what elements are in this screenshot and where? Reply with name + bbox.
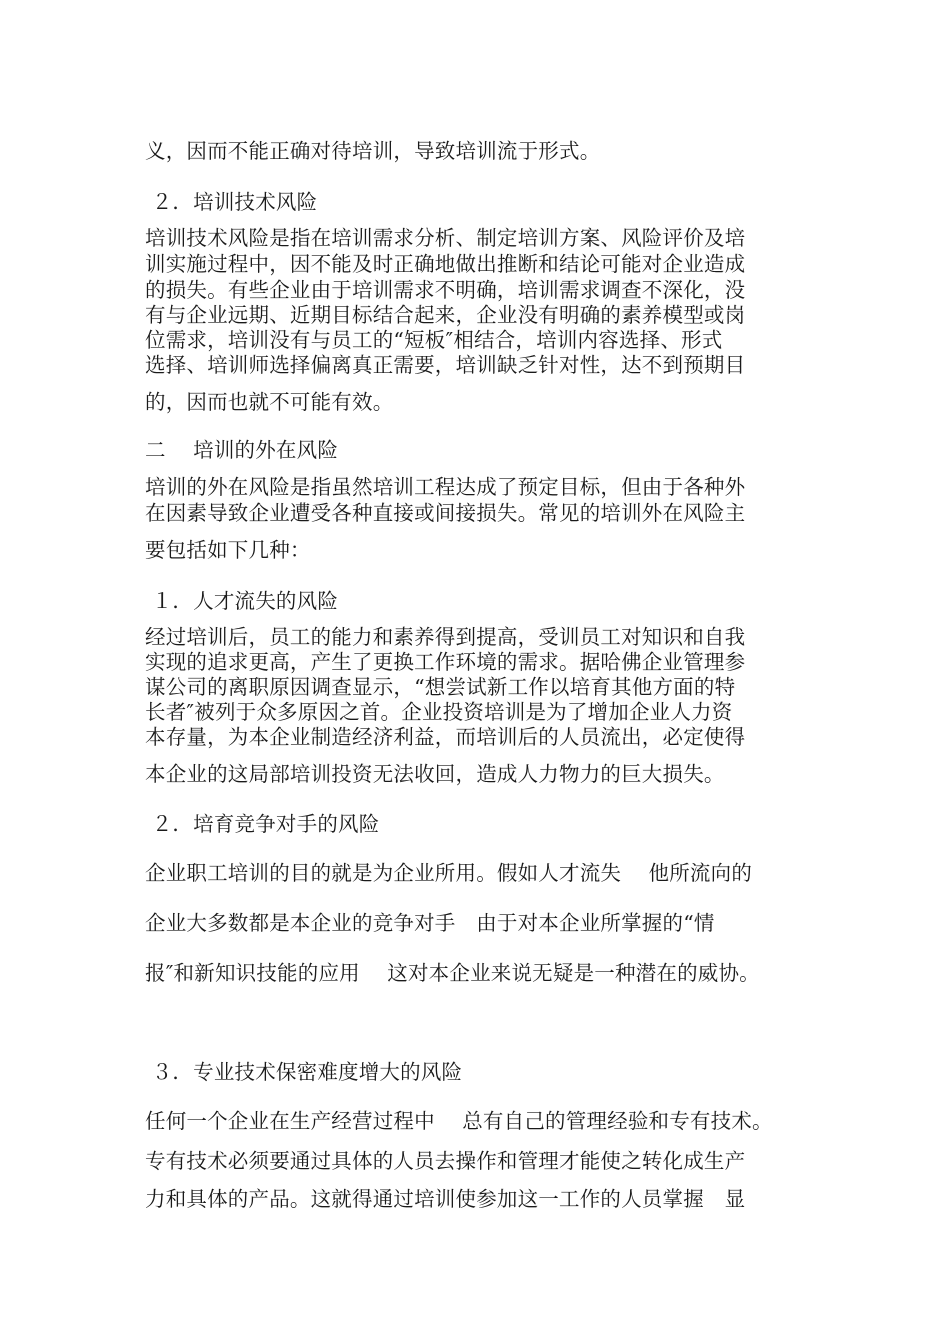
paragraph-line: 选择、培训师选择偏离真正需要，培训缺乏针对性，达不到预期目 xyxy=(145,353,746,377)
paragraph-line: 实现的追求更高，产生了更换工作环境的需求。据哈佛企业管理参 xyxy=(145,650,746,674)
paragraph-line: 训实施过程中，因不能及时正确地做出推断和结论可能对企业造成 xyxy=(145,252,746,276)
paragraph-line: 企业大多数都是本企业的竞争对手 由于对本企业所掌握的“情 xyxy=(145,911,715,935)
paragraph-line: 义，因而不能正确对待培训，导致培训流于形式。 xyxy=(145,139,601,163)
section-heading: ２．培育竞争对手的风险 xyxy=(145,812,380,836)
paragraph-line: 报″和新知识技能的应用 这对本企业来说无疑是一种潜在的威协。 xyxy=(145,961,760,985)
paragraph-line: 要包括如下几种： xyxy=(145,538,311,562)
paragraph-line: 本企业的这局部培训投资无法收回，造成人力物力的巨大损失。 xyxy=(145,762,725,786)
paragraph-line: 任何一个企业在生产经营过程中 总有自己的管理经验和专有技术。 xyxy=(145,1109,773,1133)
paragraph-line: 力和具体的产品。这就得通过培训使参加这一工作的人员掌握 显 xyxy=(145,1187,746,1211)
paragraph-line: 位需求，培训没有与员工的“短板″相结合，培训内容选择、形式 xyxy=(145,328,723,352)
paragraph-line: 培训技术风险是指在培训需求分析、制定培训方案、风险评价及培 xyxy=(145,226,746,250)
section-heading: １．人才流失的风险 xyxy=(145,589,339,613)
section-heading: ３．专业技术保密难度增大的风险 xyxy=(145,1060,463,1084)
paragraph-line: 在因素导致企业遭受各种直接或间接损失。常见的培训外在风险主 xyxy=(145,501,746,525)
paragraph-line: 的损失。有些企业由于培训需求不明确，培训需求调查不深化，没 xyxy=(145,278,746,302)
paragraph-line: 本存量，为本企业制造经济利益，而培训后的人员流出，必定使得 xyxy=(145,725,746,749)
paragraph-line: 专有技术必须要通过具体的人员去操作和管理才能使之转化成生产 xyxy=(145,1149,746,1173)
paragraph-line: 长者″被列于众多原因之首。企业投资培训是为了增加企业人力资 xyxy=(145,700,733,724)
paragraph-line: 经过培训后，员工的能力和素养得到提高，受训员工对知识和自我 xyxy=(145,625,746,649)
paragraph-line: 的，因而也就不可能有效。 xyxy=(145,390,394,414)
paragraph-line: 有与企业远期、近期目标结合起来，企业没有明确的素养模型或岗 xyxy=(145,303,746,327)
paragraph-line: 培训的外在风险是指虽然培训工程达成了预定目标，但由于各种外 xyxy=(145,475,746,499)
paragraph-line: 企业职工培训的目的就是为企业所用。假如人才流失 他所流向的 xyxy=(145,861,753,885)
section-heading: 二 培训的外在风险 xyxy=(145,438,339,462)
section-heading: ２．培训技术风险 xyxy=(145,190,318,214)
paragraph-line: 谋公司的离职原因调查显示，“想尝试新工作以培育其他方面的特 xyxy=(145,675,736,699)
